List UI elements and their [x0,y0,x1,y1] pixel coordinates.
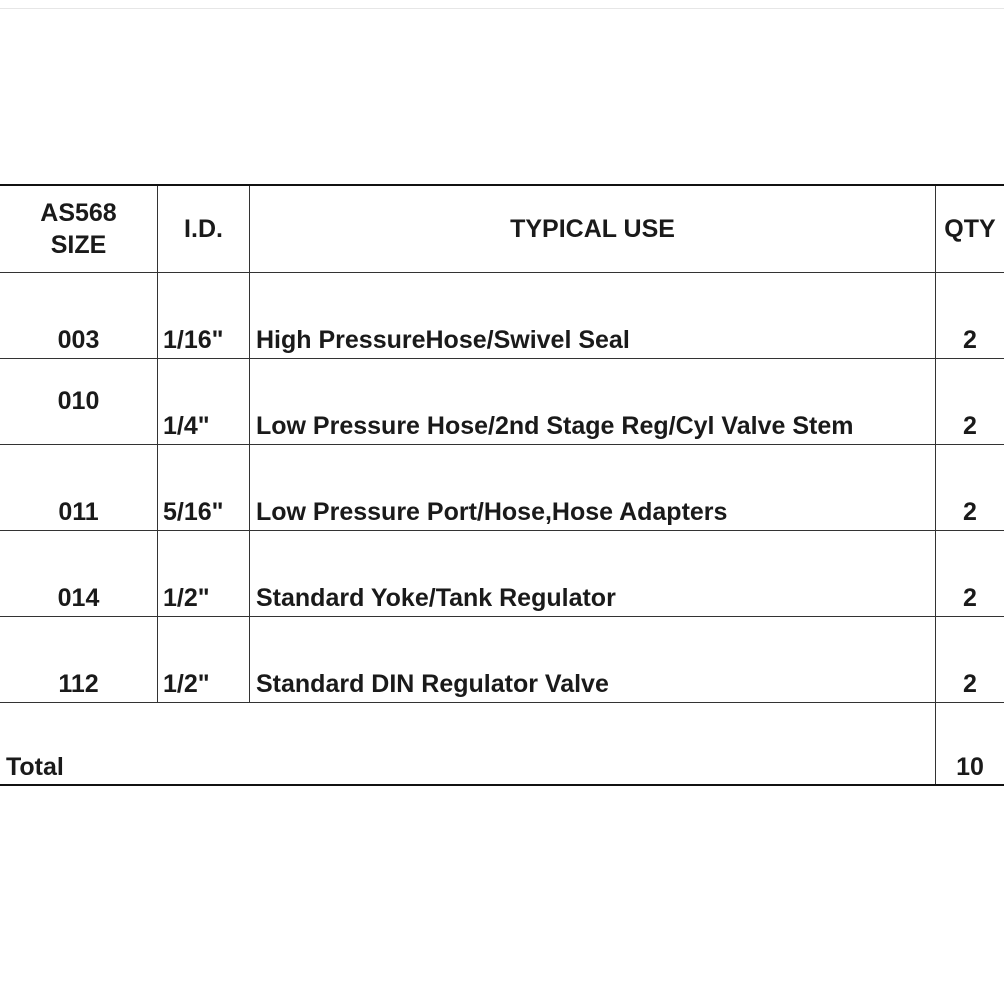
header-id: I.D. [158,186,250,272]
id-cell: 1/16" [158,273,250,358]
use-cell: Low Pressure Hose/2nd Stage Reg/Cyl Valve Stem [250,359,936,444]
use-cell: Standard Yoke/Tank Regulator [250,531,936,616]
table-row [0,531,1004,617]
qty-cell: 2 [963,498,977,526]
size-cell: 003 [0,273,158,358]
table-row [0,273,1004,359]
use-cell: Low Pressure Port/Hose,Hose Adapters [250,445,936,530]
id-cell: 1/4" [158,359,250,444]
oring-size-table [0,184,1004,786]
qty-cell: 2 [963,412,977,440]
header-size-line2: SIZE [50,231,107,259]
use-cell: High PressureHose/Swivel Seal [250,273,936,358]
table-row [0,617,1004,703]
size-cell: 014 [0,531,158,616]
header-size-line1: AS568 [40,199,117,227]
table-row [0,445,1004,531]
header-qty: QTY [944,214,996,243]
top-divider [0,8,1004,9]
total-qty: 10 [956,753,984,781]
table-header-row [0,186,1004,273]
size-cell: 011 [0,445,158,530]
use-cell: Standard DIN Regulator Valve [250,617,936,702]
id-cell: 1/2" [158,617,250,702]
qty-cell: 2 [963,670,977,698]
total-label: Total [0,703,936,784]
qty-cell: 2 [963,584,977,612]
size-cell: 112 [0,617,158,702]
size-cell: 010 [0,359,158,444]
id-cell: 1/2" [158,531,250,616]
header-as568-size [0,186,158,272]
header-typical-use: TYPICAL USE [250,186,936,272]
id-cell: 5/16" [158,445,250,530]
table-total-row [0,703,1004,784]
table-row [0,359,1004,445]
qty-cell: 2 [963,326,977,354]
